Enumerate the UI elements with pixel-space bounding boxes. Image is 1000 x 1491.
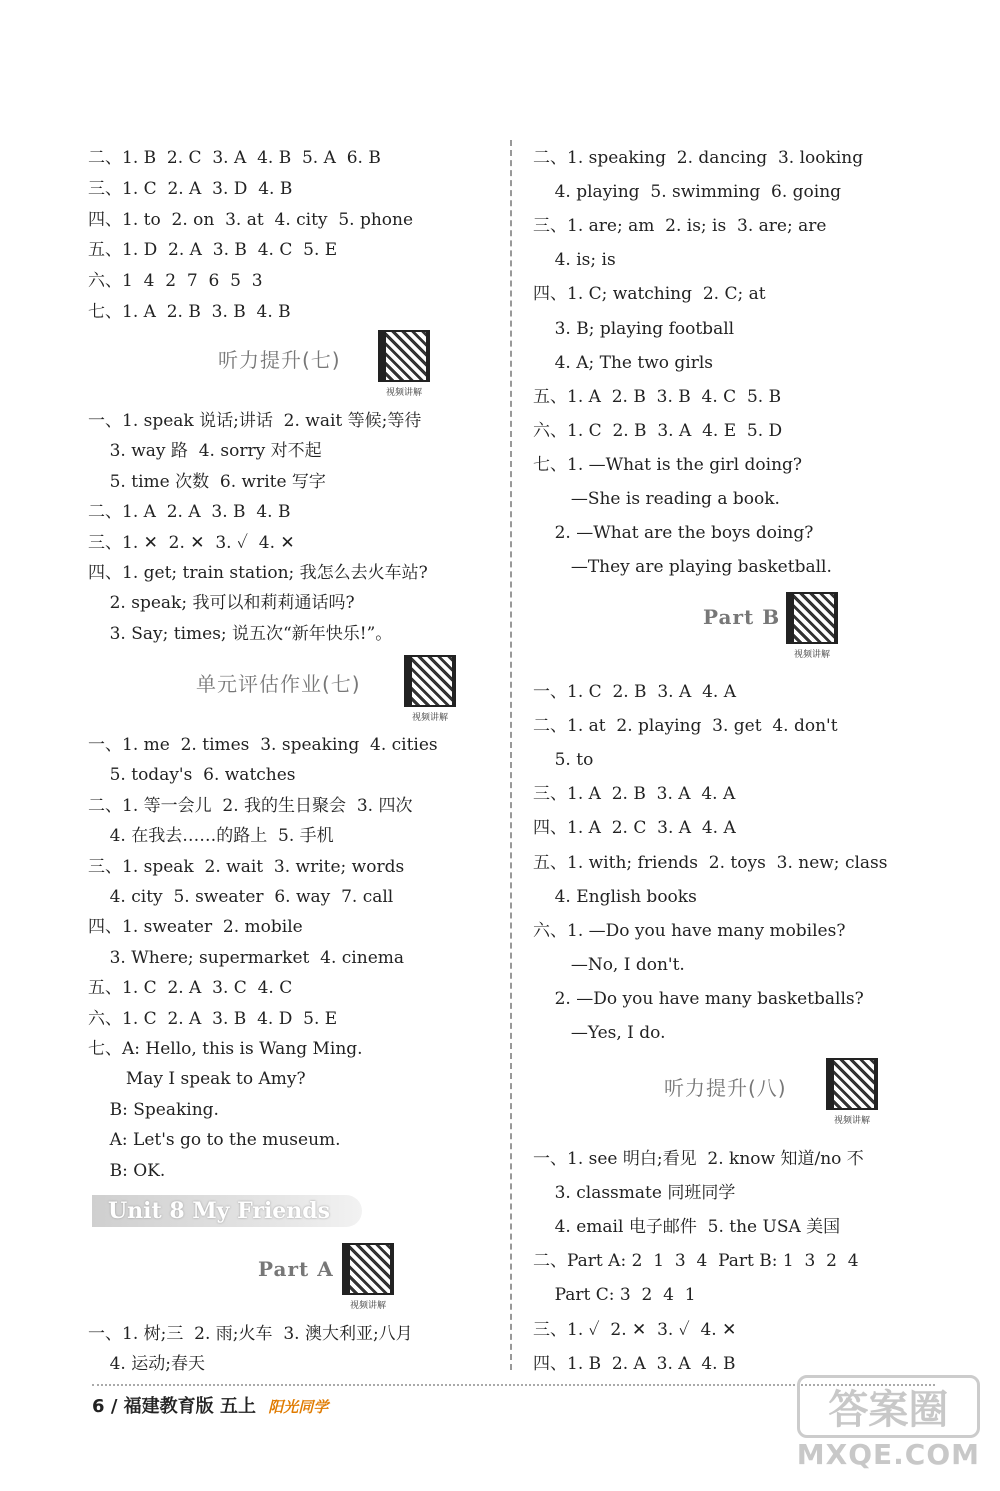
answer-line: 二、1. A 2. A 3. B 4. B: [88, 502, 291, 522]
qr-code-icon[interactable]: [826, 1058, 878, 1110]
answer-line: 2. —What are the boys doing?: [533, 523, 814, 543]
qr-code-icon[interactable]: [786, 592, 838, 644]
section-title-listening-8: 听力提升(八): [664, 1076, 787, 1100]
section-title-listening-7: 听力提升(七): [218, 348, 341, 372]
answer-line: 3. Say; times; 说五次“新年快乐!”。: [88, 624, 393, 644]
answer-line: 二、1. 等一会儿 2. 我的生日聚会 3. 四次: [88, 796, 413, 816]
answer-line: 六、1 4 2 7 6 5 3: [88, 271, 263, 291]
answer-line: 六、1. C 2. A 3. B 4. D 5. E: [88, 1009, 338, 1029]
answer-line: 三、1. ✓ 2. ✕ 3. ✓ 4. ✕: [533, 1320, 737, 1340]
answer-line: B: Speaking.: [88, 1100, 219, 1120]
answer-line: 4. email 电子邮件 5. the USA 美国: [533, 1217, 841, 1237]
answer-line: 五、1. A 2. B 3. B 4. C 5. B: [533, 387, 782, 407]
answer-line: 三、1. C 2. A 3. D 4. B: [88, 179, 293, 199]
answer-line: 四、1. get; train station; 我怎么去火车站?: [88, 563, 428, 583]
answer-line: —Yes, I do.: [533, 1023, 666, 1043]
answer-line: —No, I don't.: [533, 955, 685, 975]
answer-line: —They are playing basketball.: [533, 557, 832, 577]
footer-separator: /: [110, 1396, 118, 1417]
watermark-top: 答案圈: [797, 1375, 980, 1438]
answer-line: 四、1. sweater 2. mobile: [88, 917, 303, 937]
answer-line: 四、1. to 2. on 3. at 4. city 5. phone: [88, 210, 414, 230]
answer-line: 2. speak; 我可以和莉莉通话吗?: [88, 593, 355, 613]
qr-caption: 视频讲解: [385, 388, 422, 398]
answer-line: 七、1. —What is the girl doing?: [533, 455, 803, 475]
edition-label: 福建教育版 五上: [123, 1396, 256, 1417]
section-title-part-a: Part A: [258, 1257, 334, 1281]
answer-line: 一、1. me 2. times 3. speaking 4. cities: [88, 735, 438, 755]
answer-line: 4. English books: [533, 887, 697, 907]
qr-caption: 视频讲解: [411, 713, 448, 723]
qr-code-icon[interactable]: [342, 1243, 394, 1295]
answer-line: —She is reading a book.: [533, 489, 780, 509]
qr-caption: 视频讲解: [833, 1116, 870, 1126]
section-title-unit-assessment-7: 单元评估作业(七): [196, 672, 361, 696]
watermark: [797, 1375, 980, 1471]
answer-line: 四、1. B 2. A 3. A 4. B: [533, 1354, 736, 1374]
answer-line: 七、A: Hello, this is Wang Ming.: [88, 1039, 363, 1059]
answer-line: 3. Where; supermarket 4. cinema: [88, 948, 405, 968]
answer-line: 二、Part A: 2 1 3 4 Part B: 1 3 2 4: [533, 1251, 859, 1271]
answer-line: 二、1. at 2. playing 3. get 4. don't: [533, 716, 838, 736]
answer-line: 4. playing 5. swimming 6. going: [533, 182, 842, 202]
answer-line: 六、1. C 2. B 3. A 4. E 5. D: [533, 421, 783, 441]
answer-line: 3. way 路 4. sorry 对不起: [88, 441, 322, 461]
answer-line: 5. today's 6. watches: [88, 765, 296, 785]
qr-caption: 视频讲解: [349, 1301, 386, 1311]
answer-line: 2. —Do you have many basketballs?: [533, 989, 864, 1009]
answer-line: 三、1. speak 2. wait 3. write; words: [88, 857, 405, 877]
answer-line: 二、1. B 2. C 3. A 4. B 5. A 6. B: [88, 148, 381, 168]
answer-line: 一、1. speak 说话;讲话 2. wait 等候;等待: [88, 411, 422, 431]
answer-line: Part C: 3 2 4 1: [533, 1285, 696, 1305]
answer-line: 4. 运动;春天: [88, 1354, 205, 1374]
qr-code-icon[interactable]: [378, 330, 430, 382]
answer-line: 五、1. D 2. A 3. B 4. C 5. E: [88, 240, 338, 260]
watermark-bottom: MXQE.COM: [796, 1438, 980, 1471]
answer-line: 一、1. see 明白;看见 2. know 知道/no 不: [533, 1149, 864, 1169]
answer-line: B: OK.: [88, 1161, 166, 1181]
answer-line: 一、1. C 2. B 3. A 4. A: [533, 682, 736, 702]
qr-caption: 视频讲解: [793, 650, 830, 660]
page-number: 6: [92, 1396, 105, 1417]
column-divider: [510, 140, 512, 1370]
answer-line: 4. 在我去……的路上 5. 手机: [88, 826, 334, 846]
answer-line: 3. classmate 同班同学: [533, 1183, 736, 1203]
answer-line: A: Let's go to the museum.: [88, 1130, 341, 1150]
answer-line: 三、1. are; am 2. is; is 3. are; are: [533, 216, 827, 236]
brand-logo: 阳光同学: [268, 1398, 329, 1416]
qr-code-icon[interactable]: [404, 655, 456, 707]
answer-line: May I speak to Amy?: [88, 1069, 306, 1089]
answer-line: 4. A; The two girls: [533, 353, 714, 373]
answer-line: 六、1. —Do you have many mobiles?: [533, 921, 846, 941]
answer-line: 五、1. with; friends 2. toys 3. new; class: [533, 853, 888, 873]
answer-line: 四、1. A 2. C 3. A 4. A: [533, 818, 736, 838]
unit-banner: Unit 8 My Friends: [92, 1195, 362, 1227]
answer-line: 二、1. speaking 2. dancing 3. looking: [533, 148, 864, 168]
answer-line: 5. time 次数 6. write 写字: [88, 472, 326, 492]
section-title-part-b: Part B: [703, 605, 781, 629]
answer-line: 3. B; playing football: [533, 319, 735, 339]
answer-line: 五、1. C 2. A 3. C 4. C: [88, 978, 293, 998]
answer-line: 三、1. ✕ 2. ✕ 3. ✓ 4. ✕: [88, 533, 295, 553]
answer-line: 4. is; is: [533, 250, 616, 270]
answer-line: 三、1. A 2. B 3. A 4. A: [533, 784, 736, 804]
answer-line: 4. city 5. sweater 6. way 7. call: [88, 887, 394, 907]
answer-line: 七、1. A 2. B 3. B 4. B: [88, 302, 291, 322]
footer: [92, 1392, 328, 1418]
answer-line: 5. to: [533, 750, 594, 770]
answer-line: 一、1. 树;三 2. 雨;火车 3. 澳大利亚;八月: [88, 1324, 413, 1344]
answer-line: 四、1. C; watching 2. C; at: [533, 284, 766, 304]
